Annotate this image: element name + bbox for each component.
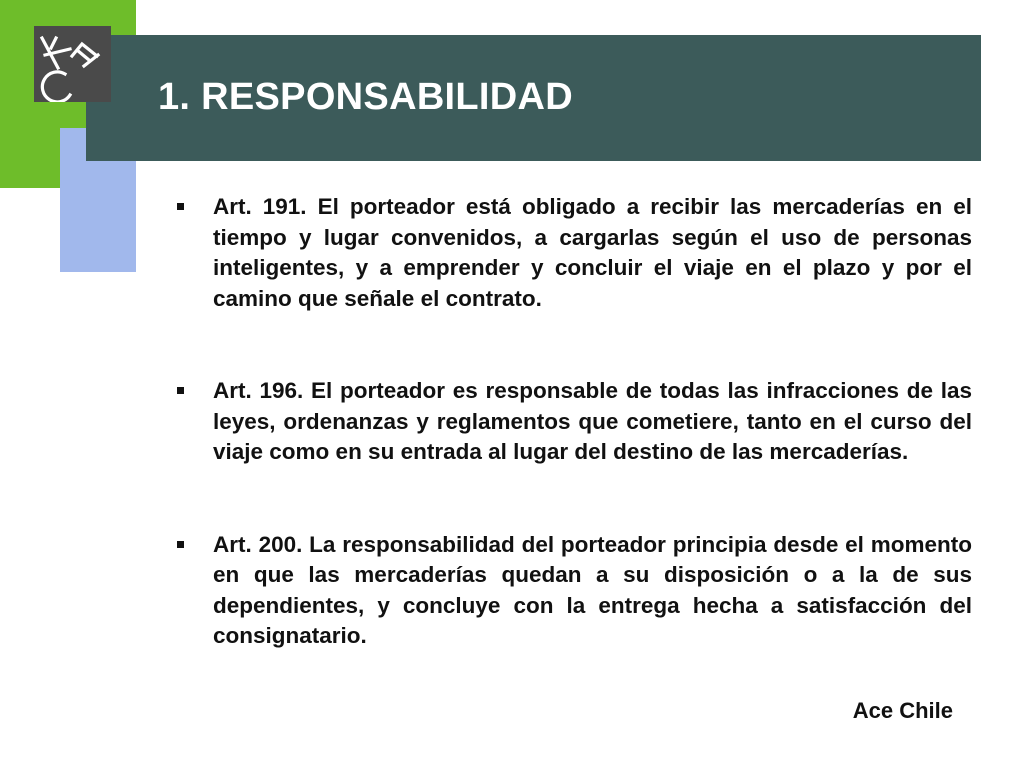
ace-logo: [34, 26, 111, 102]
article-text: Art. 200. La responsabilidad del porteador principia desde el momento en que las mercaderías quedan a su disposición o a la de sus dependientes, y concluye con la entrega hecha a satisfacción del consignatario.: [213, 531, 972, 648]
square-bullet-icon: [177, 387, 184, 394]
article-list: [172, 192, 972, 652]
square-bullet-icon: [177, 203, 184, 210]
article-item: [172, 530, 972, 652]
article-text: Art. 191. El porteador está obligado a recibir las mercaderías en el tiempo y lugar convenidos, a cargarlas según el uso de personas inteligentes, y a emprender y concluir el viaje en el plazo y por el camino que señale el contrato.: [213, 194, 972, 311]
article-item: [172, 376, 972, 468]
ace-logo-mark: [34, 26, 111, 102]
page-title: 1. RESPONSABILIDAD: [158, 76, 574, 118]
footer-source: Ace Chile: [852, 698, 953, 723]
square-bullet-icon: [177, 541, 184, 548]
article-text: Art. 196. El porteador es responsable de todas las infracciones de las leyes, ordenanzas y reglamentos que cometiere, tanto en el curso del viaje como en su entrada al lugar del destino de las mercaderías.: [213, 378, 972, 464]
article-item: [172, 192, 972, 314]
